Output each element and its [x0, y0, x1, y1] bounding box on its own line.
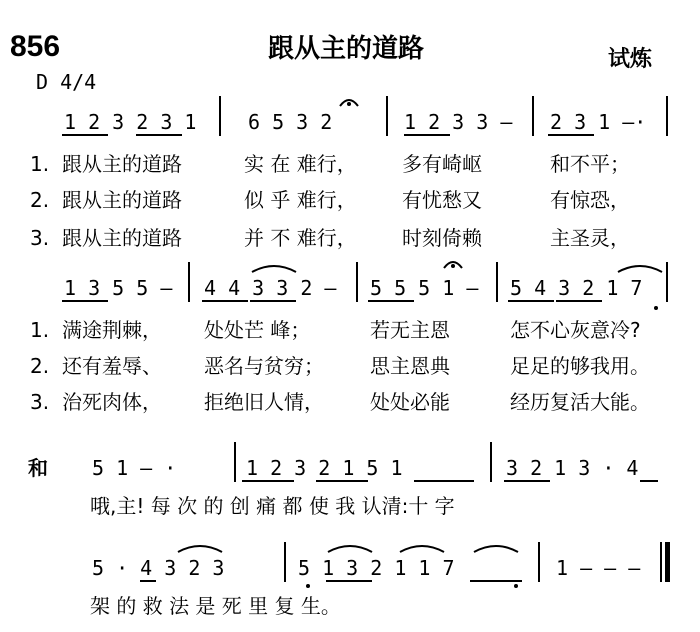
measure: 5 4 3 2 1 7 [510, 276, 643, 300]
lyric-phrase: 满途荆棘， [62, 318, 162, 342]
lyric-phrase: 治死肉体， [62, 390, 162, 414]
fermata-mark [338, 94, 360, 108]
chorus-label: 和 [28, 456, 48, 480]
lyric-phrase: 足足的够我用。 [510, 354, 650, 378]
beam [470, 580, 522, 582]
beam [326, 580, 372, 582]
measure: 1 2 3 3 – [404, 110, 513, 134]
lyric-phrase: 思主恩典 [370, 354, 450, 378]
chorus-lyric: 架 的 救 法 是 死 里 复 生。 [90, 594, 341, 618]
hymn-category: 试炼 [608, 47, 653, 72]
measure: 1 – – – [556, 556, 641, 580]
beam [140, 580, 156, 582]
measure: 5 1 – · [92, 456, 177, 480]
lyric-phrase: 处处芒 峰； [204, 318, 311, 342]
lyric-phrase: 多有崎岖 [402, 152, 482, 176]
slur-mark [250, 260, 298, 274]
measure: 1 2 3 2 3 1 [64, 110, 197, 134]
beam [368, 300, 414, 302]
lyric-phrase: 跟从主的道路 [62, 188, 182, 212]
measure: 4 4 3 3 2 – [204, 276, 337, 300]
fermata-mark [442, 256, 464, 270]
verse-prefix: 3. [30, 226, 50, 250]
slur-mark [472, 540, 520, 554]
beam [414, 480, 474, 482]
verse-prefix: 1. [30, 152, 50, 176]
barline [666, 96, 668, 136]
lyric-phrase: 似 乎 难行， [244, 188, 357, 212]
barline [532, 96, 534, 136]
barline [219, 96, 221, 136]
barline [496, 262, 498, 302]
lyric-phrase: 时刻倚赖 [402, 226, 482, 250]
measure: 1 3 5 5 – [64, 276, 173, 300]
final-barline-thin [660, 542, 662, 582]
lyric-phrase: 若无主恩 [370, 318, 450, 342]
key-signature: D 4/4 [36, 70, 97, 94]
octave-dot [654, 306, 658, 310]
hymn-number: 856 [10, 30, 61, 63]
measure: 3 2 1 3 · 4 [506, 456, 639, 480]
verse-prefix: 2. [30, 354, 50, 378]
lyric-phrase: 有惊恐， [550, 188, 630, 212]
measure: 1 2 3 2 1 5 1 [246, 456, 403, 480]
slur-mark [616, 260, 664, 274]
chorus-lyric: 哦,主! 每 次 的 创 痛 都 使 我 认清:十 字 [90, 494, 455, 518]
lyric-phrase: 还有羞辱、 [62, 354, 162, 378]
beam [508, 300, 554, 302]
final-barline-thick [665, 542, 670, 582]
verse-prefix: 3. [30, 390, 50, 414]
beam [316, 480, 368, 482]
lyric-phrase: 怎不心灰意冷? [510, 318, 641, 342]
barline [188, 262, 190, 302]
octave-dot [514, 584, 518, 588]
barline [386, 96, 388, 136]
barline [666, 262, 668, 302]
lyric-phrase: 实 在 难行， [244, 152, 357, 176]
beam [62, 134, 108, 136]
lyric-phrase: 经历复活大能。 [510, 390, 650, 414]
beam [202, 300, 248, 302]
octave-dot [306, 584, 310, 588]
barline [356, 262, 358, 302]
beam [640, 480, 658, 482]
lyric-phrase: 跟从主的道路 [62, 226, 182, 250]
barline [490, 442, 492, 482]
slur-mark [398, 540, 446, 554]
barline [234, 442, 236, 482]
beam [62, 300, 108, 302]
measure: 5 1 3 2 1 1 7 [298, 556, 455, 580]
barline [538, 542, 540, 582]
beam [242, 480, 294, 482]
hymn-title: 跟从主的道路 [268, 34, 425, 64]
lyric-phrase: 主圣灵， [550, 226, 630, 250]
beam [548, 134, 594, 136]
beam [556, 300, 602, 302]
measure: 6 5 3 2 [248, 110, 333, 134]
beam [404, 134, 450, 136]
barline [284, 542, 286, 582]
measure: 5 · 4 3 2 3 [92, 556, 225, 580]
measure: 2 3 1 –· [550, 110, 647, 134]
verse-prefix: 1. [30, 318, 50, 342]
lyric-phrase: 并 不 难行， [244, 226, 357, 250]
lyric-phrase: 拒绝旧人情， [204, 390, 324, 414]
lyric-phrase: 和不平； [550, 152, 630, 176]
slur-mark [326, 540, 374, 554]
lyric-phrase: 跟从主的道路 [62, 152, 182, 176]
beam [136, 134, 182, 136]
measure: 5 5 5 1 – [370, 276, 479, 300]
lyric-phrase: 有忧愁又 [402, 188, 482, 212]
beam [504, 480, 550, 482]
lyric-phrase: 处处必能 [370, 390, 450, 414]
slur-mark [176, 540, 224, 554]
beam [250, 300, 296, 302]
lyric-phrase: 恶名与贫穷； [204, 354, 324, 378]
verse-prefix: 2. [30, 188, 50, 212]
